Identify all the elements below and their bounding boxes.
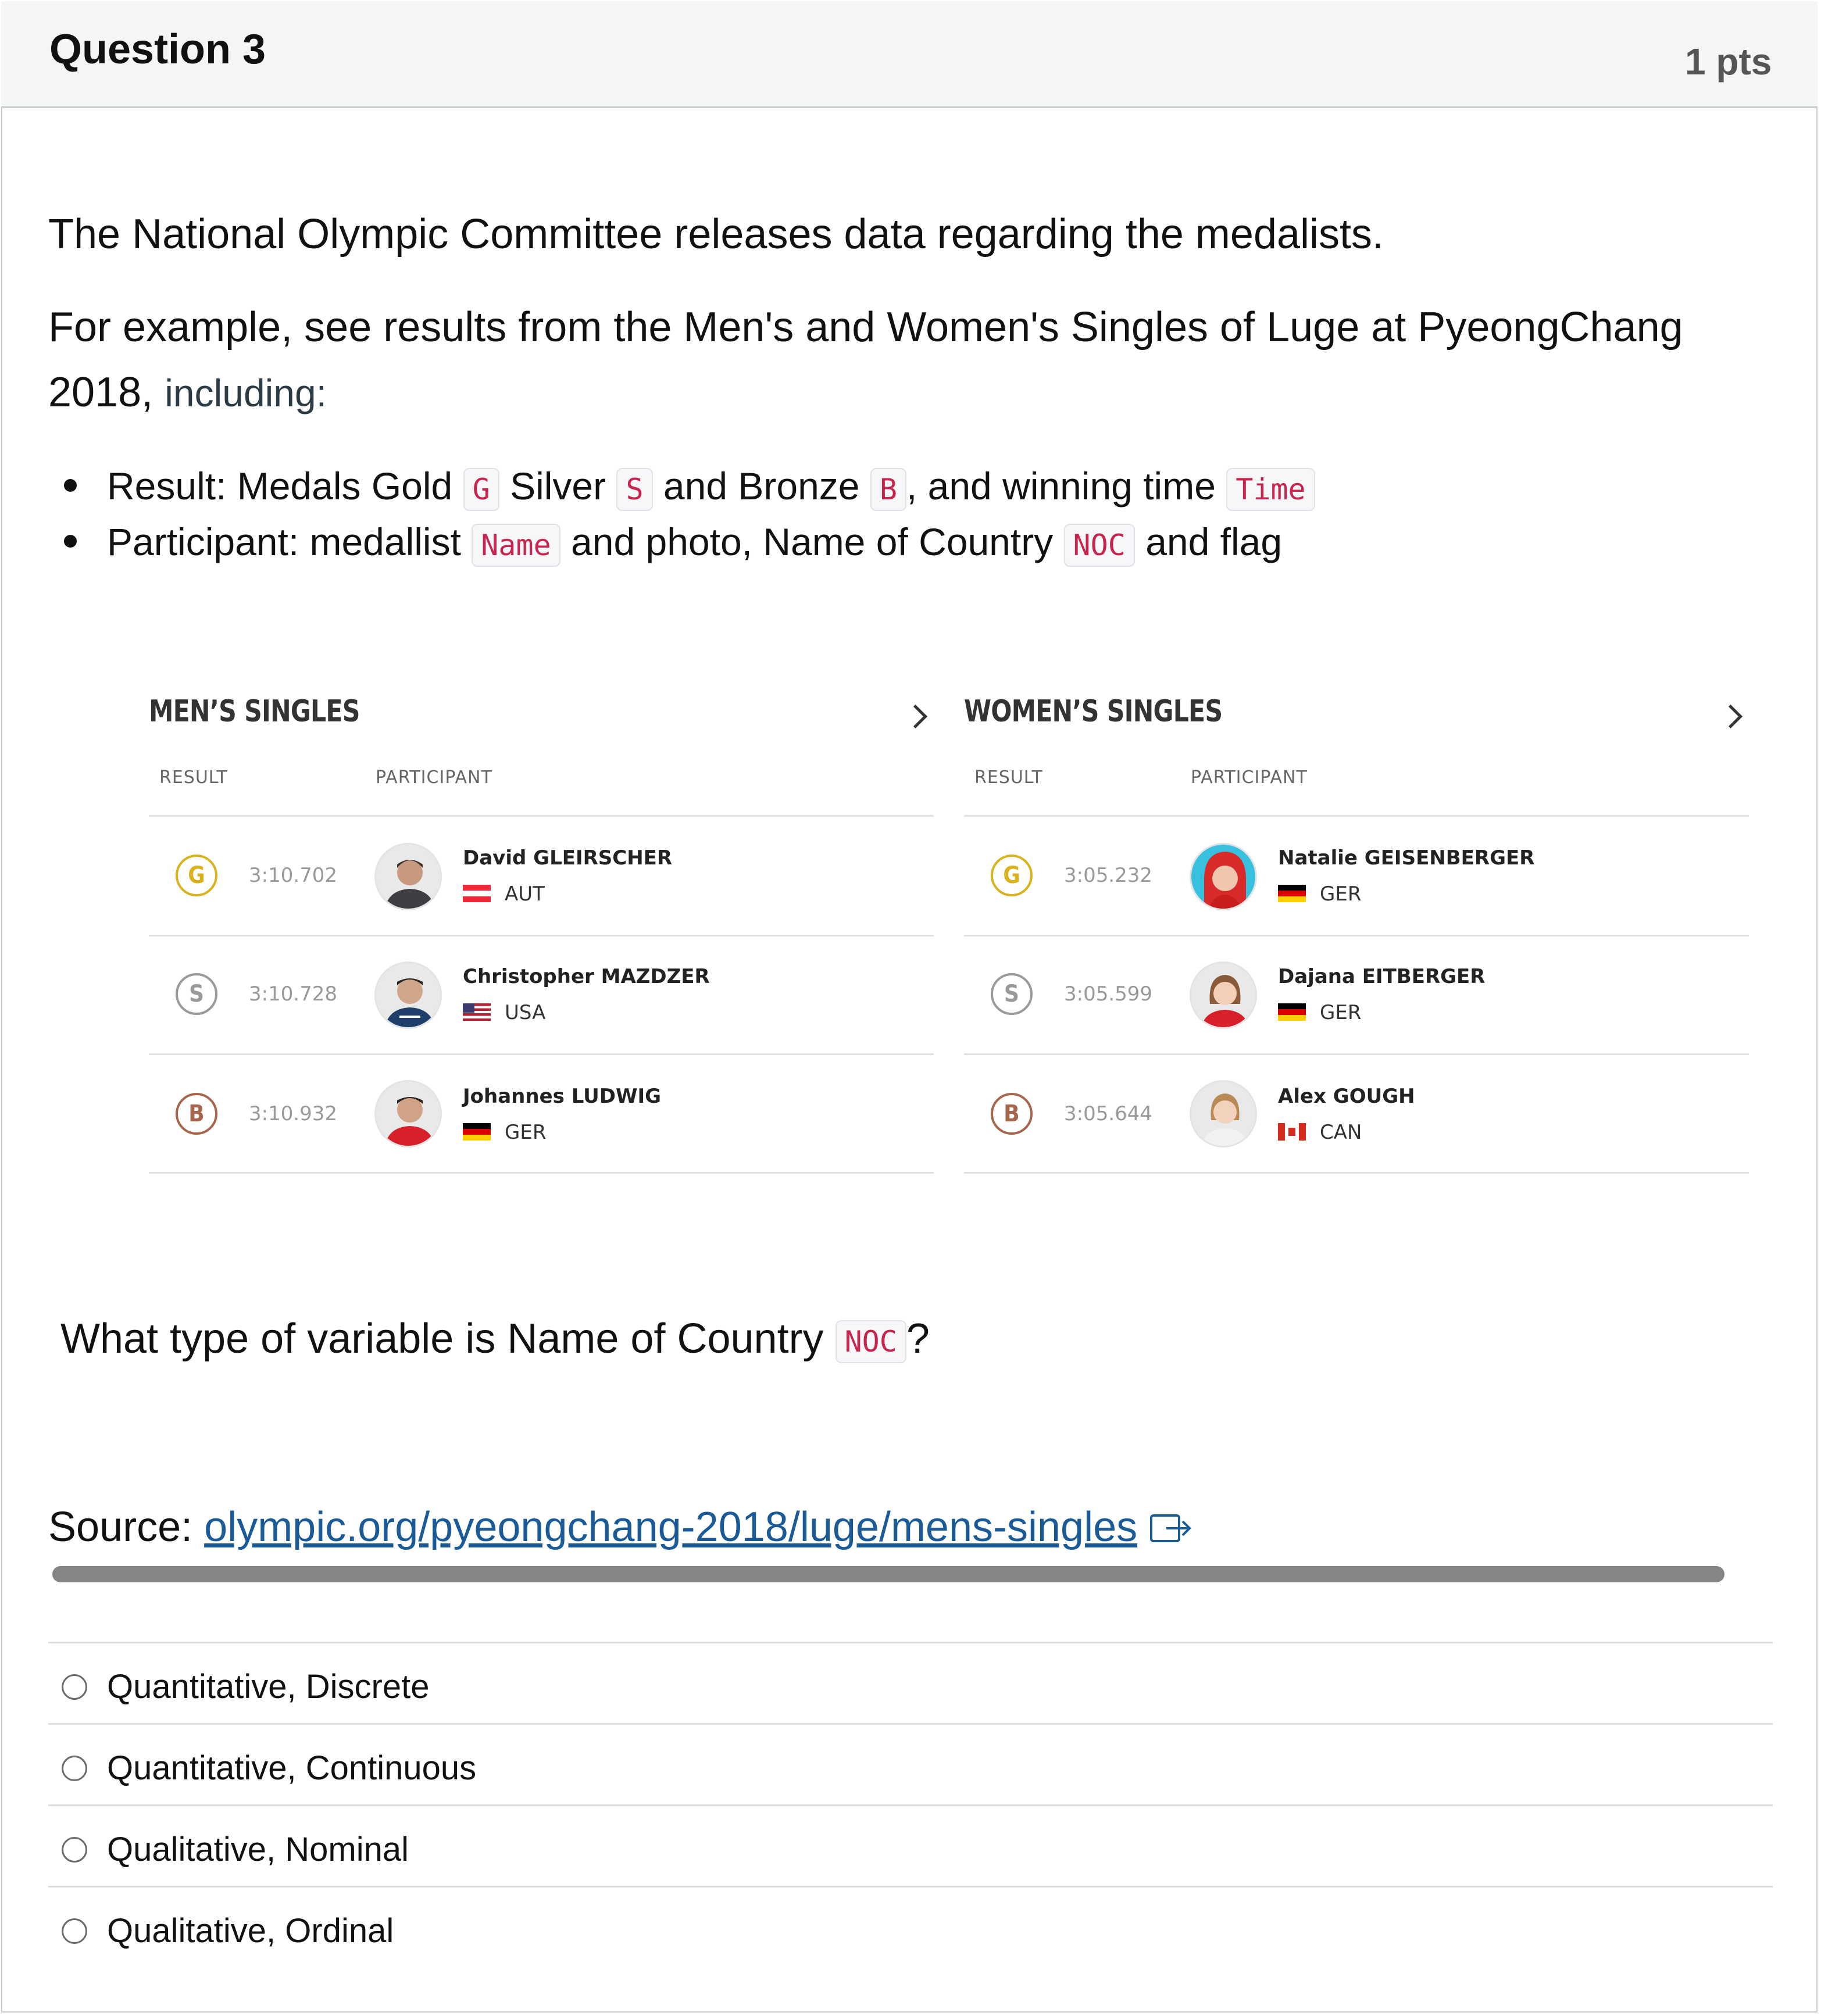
radio-button[interactable] (62, 1756, 87, 1781)
code-noc: NOC (835, 1320, 906, 1363)
athlete-photo-avatar (1190, 843, 1257, 910)
athlete-photo-avatar (1190, 961, 1257, 1029)
option-divider (48, 1804, 1773, 1806)
horizontal-scrollbar[interactable] (52, 1566, 1724, 1582)
womens-singles-title: WOMEN’S SINGLES (964, 694, 1223, 729)
bullet-text: Participant: medallist (107, 520, 461, 563)
code-name: Name (472, 524, 560, 567)
prompt-qmark: ? (906, 1316, 930, 1362)
person-icon (1191, 845, 1257, 910)
intro-paragraph-1: The National Olympic Committee releases data regarding the medalists. (48, 211, 1384, 258)
womens-col-result: RESULT (974, 767, 1043, 788)
athlete-name: Natalie GEISENBERGER (1278, 846, 1535, 870)
athlete-name: Alex GOUGH (1278, 1085, 1415, 1108)
divider (149, 815, 934, 817)
mens-singles-title: MEN’S SINGLES (149, 694, 360, 729)
bullet-dot (64, 479, 77, 492)
option-divider (48, 1886, 1773, 1888)
prompt-text: What type of variable is Name of Country (60, 1316, 824, 1362)
germany-flag-icon (1278, 1003, 1306, 1021)
option-label[interactable]: Quantitative, Continuous (107, 1749, 477, 1787)
result-time: 3:05.232 (1064, 864, 1153, 887)
result-time: 3:05.644 (1064, 1102, 1153, 1125)
question-points: 1 pts (1685, 41, 1772, 83)
mens-col-result: RESULT (159, 767, 228, 788)
divider (149, 1172, 934, 1174)
radio-button[interactable] (62, 1674, 87, 1700)
austria-flag-icon (463, 885, 491, 902)
athlete-photo-avatar (1190, 1080, 1257, 1148)
womens-col-participant: PARTICIPANT (1191, 767, 1308, 788)
question-title: Question 3 (49, 26, 266, 73)
divider (964, 1053, 1749, 1055)
person-icon (376, 963, 442, 1029)
athlete-noc: GER (1320, 882, 1362, 906)
result-time: 3:10.728 (249, 982, 338, 1006)
bullet-dot (64, 535, 77, 548)
athlete-noc: AUT (505, 882, 545, 906)
person-icon (1191, 963, 1257, 1029)
athlete-name: Christopher MAZDZER (463, 965, 710, 988)
athlete-name: Dajana EITBERGER (1278, 965, 1486, 988)
intro-paragraph-2: For example, see results from the Men's and Women's Singles of Luge at PyeongChang (48, 304, 1683, 351)
silver-medal-icon: S (991, 973, 1033, 1015)
source-line (48, 1503, 1194, 1551)
athlete-noc: CAN (1320, 1121, 1362, 1144)
bullet-text: Result: Medals Gold (107, 464, 453, 507)
result-time: 3:10.932 (249, 1102, 338, 1125)
divider (149, 935, 934, 936)
usa-flag-icon (463, 1003, 491, 1021)
germany-flag-icon (1278, 885, 1306, 902)
athlete-photo-avatar (374, 1080, 442, 1148)
bullet-text: and flag (1145, 520, 1283, 563)
divider (149, 1053, 934, 1055)
bronze-medal-icon: B (991, 1093, 1033, 1135)
bullet-text: Silver (510, 464, 606, 507)
option-label[interactable]: Qualitative, Ordinal (107, 1912, 394, 1950)
athlete-name: David GLEIRSCHER (463, 846, 673, 870)
bullet-result (107, 464, 1315, 508)
silver-medal-icon: S (176, 973, 217, 1015)
question-frame (1, 1, 1818, 2013)
option-divider (48, 1642, 1773, 1643)
athlete-noc: GER (505, 1121, 547, 1144)
athlete-name: Johannes LUDWIG (463, 1085, 662, 1108)
radio-button[interactable] (62, 1918, 87, 1944)
code-bronze: B (870, 468, 906, 511)
athlete-photo-avatar (374, 961, 442, 1029)
option-label[interactable]: Quantitative, Discrete (107, 1668, 430, 1706)
divider (964, 935, 1749, 936)
gold-medal-icon: G (176, 855, 217, 896)
bullet-text: and photo, Name of Country (571, 520, 1054, 563)
divider (964, 1172, 1749, 1174)
divider (964, 815, 1749, 817)
bullet-text: and Bronze (663, 464, 860, 507)
code-gold: G (463, 468, 499, 511)
bullet-participant (107, 520, 1282, 564)
option-divider (48, 1723, 1773, 1725)
intro-including: including: (165, 371, 327, 414)
result-time: 3:05.599 (1064, 982, 1153, 1006)
gold-medal-icon: G (991, 855, 1033, 896)
option-label[interactable]: Qualitative, Nominal (107, 1831, 409, 1868)
radio-button[interactable] (62, 1837, 87, 1863)
code-noc: NOC (1064, 524, 1135, 567)
person-icon (1191, 1082, 1257, 1148)
code-silver: S (616, 468, 652, 511)
intro-paragraph-3 (48, 369, 327, 416)
bullet-text: , and winning time (906, 464, 1216, 507)
germany-flag-icon (463, 1123, 491, 1141)
question-prompt (60, 1315, 930, 1363)
source-label: Source: (48, 1504, 193, 1550)
athlete-photo-avatar (374, 843, 442, 910)
bronze-medal-icon: B (176, 1093, 217, 1135)
canada-flag-icon (1278, 1123, 1306, 1141)
question-header (1, 1, 1818, 108)
athlete-noc: USA (505, 1001, 546, 1024)
external-link-icon[interactable] (1149, 1510, 1194, 1545)
intro-year: 2018, (48, 369, 153, 416)
source-link[interactable]: olympic.org/pyeongchang-2018/luge/mens-singles (204, 1504, 1138, 1550)
person-icon (376, 845, 442, 910)
athlete-noc: GER (1320, 1001, 1362, 1024)
result-time: 3:10.702 (249, 864, 338, 887)
code-time: Time (1226, 468, 1315, 511)
mens-col-participant: PARTICIPANT (376, 767, 492, 788)
person-icon (376, 1082, 442, 1148)
